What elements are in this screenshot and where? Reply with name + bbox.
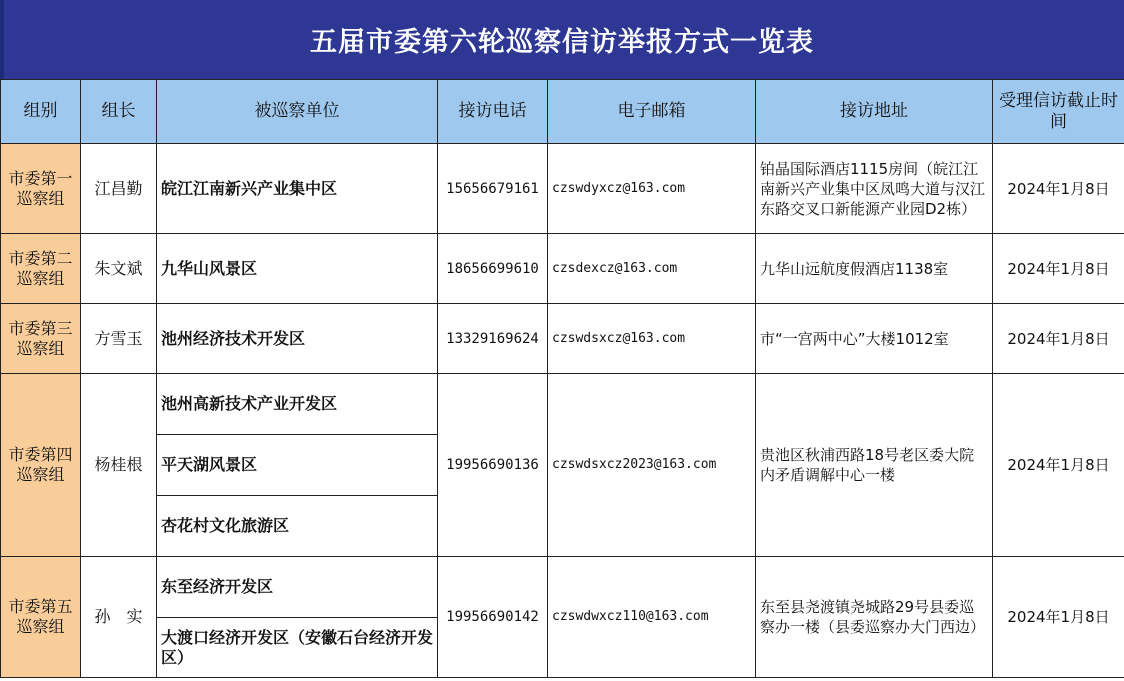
deadline-cell: 2024年1月8日: [993, 234, 1124, 304]
deadline-cell: 2024年1月8日: [993, 374, 1124, 557]
unit-cell: 平天湖风景区: [157, 435, 438, 496]
title-left-edge: [0, 0, 4, 79]
group-cell: 市委第四巡察组: [1, 374, 81, 557]
deadline-cell: 2024年1月8日: [993, 557, 1124, 678]
header-email: 电子邮箱: [548, 80, 756, 144]
address-cell: 九华山远航度假酒店1138室: [756, 234, 993, 304]
table-row: [1, 557, 1124, 618]
email-cell: czswdsxcz2023@163.com: [548, 374, 756, 557]
unit-cell: 皖江江南新兴产业集中区: [157, 144, 438, 234]
table-row: [1, 144, 1124, 234]
group-cell: 市委第三巡察组: [1, 304, 81, 374]
unit-cell: 池州高新技术产业开发区: [157, 374, 438, 435]
header-deadline: 受理信访截止时间: [993, 80, 1124, 144]
address-cell: 贵池区秋浦西路18号老区委大院内矛盾调解中心一楼: [756, 374, 993, 557]
unit-cell: 杏花村文化旅游区: [157, 496, 438, 557]
header-leader: 组长: [81, 80, 157, 144]
phone-cell: 13329169624: [438, 304, 548, 374]
group-cell: 市委第一巡察组: [1, 144, 81, 234]
leader-cell: 孙 实: [81, 557, 157, 678]
email-cell: czsdexcz@163.com: [548, 234, 756, 304]
title-bar: [0, 0, 1124, 79]
unit-cell: 池州经济技术开发区: [157, 304, 438, 374]
leader-cell: 方雪玉: [81, 304, 157, 374]
phone-cell: 18656699610: [438, 234, 548, 304]
table-row: [1, 374, 1124, 435]
group-cell: 市委第二巡察组: [1, 234, 81, 304]
table-row: [1, 304, 1124, 374]
table-row: [1, 234, 1124, 304]
unit-cell: 东至经济开发区: [157, 557, 438, 618]
deadline-cell: 2024年1月8日: [993, 304, 1124, 374]
header-phone: 接访电话: [438, 80, 548, 144]
deadline-cell: 2024年1月8日: [993, 144, 1124, 234]
header-group: 组别: [1, 80, 81, 144]
email-cell: czswdsxcz@163.com: [548, 304, 756, 374]
phone-cell: 19956690136: [438, 374, 548, 557]
report-table: [0, 79, 1124, 678]
address-cell: 市“一宫两中心”大楼1012室: [756, 304, 993, 374]
address-cell: 铂晶国际酒店1115房间（皖江江南新兴产业集中区凤鸣大道与汉江东路交叉口新能源产业园D2栋）: [756, 144, 993, 234]
header-address: 接访地址: [756, 80, 993, 144]
email-cell: czswdyxcz@163.com: [548, 144, 756, 234]
leader-cell: 江昌勤: [81, 144, 157, 234]
header-row: [1, 80, 1124, 144]
page-title: 五届市委第六轮巡察信访举报方式一览表: [310, 27, 814, 58]
leader-cell: 杨桂根: [81, 374, 157, 557]
unit-cell: 大渡口经济开发区（安徽石台经济开发区）: [157, 618, 438, 678]
leader-cell: 朱文斌: [81, 234, 157, 304]
group-cell: 市委第五巡察组: [1, 557, 81, 678]
email-cell: czswdwxcz110@163.com: [548, 557, 756, 678]
header-unit: 被巡察单位: [157, 80, 438, 144]
unit-cell: 九华山风景区: [157, 234, 438, 304]
phone-cell: 19956690142: [438, 557, 548, 678]
phone-cell: 15656679161: [438, 144, 548, 234]
address-cell: 东至县尧渡镇尧城路29号县委巡察办一楼（县委巡察办大门西边）: [756, 557, 993, 678]
